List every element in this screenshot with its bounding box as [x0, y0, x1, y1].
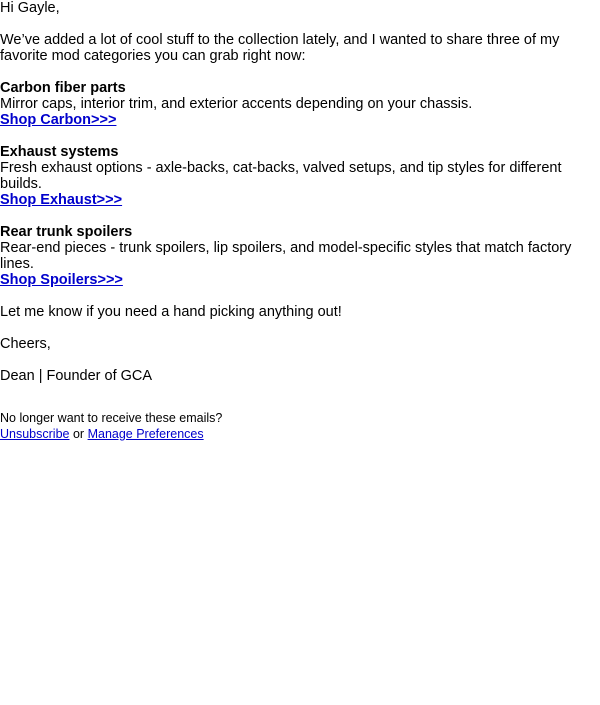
email-footer [0, 410, 222, 442]
section-carbon [0, 80, 600, 128]
unsubscribe-link[interactable]: Unsubscribe [0, 427, 70, 441]
section-description: Rear-end pieces - trunk spoilers, lip spoilers, and model-specific styles that match factory lines. [0, 240, 572, 272]
section-title: Exhaust systems [0, 144, 119, 160]
intro-paragraph: We’ve added a lot of cool stuff to the collection lately, and I wanted to share three of my favorite mod categories you can grab right now: [0, 32, 560, 64]
signoff: Cheers, [0, 336, 51, 352]
footer-links [0, 427, 204, 441]
shop-exhaust-link[interactable]: Shop Exhaust>>> [0, 192, 123, 208]
signature: Dean | Founder of GCA [0, 368, 153, 384]
section-title: Rear trunk spoilers [0, 224, 133, 240]
section-description: Mirror caps, interior trim, and exterior accents depending on your chassis. [0, 96, 473, 112]
section-exhaust [0, 144, 600, 208]
section-spoilers [0, 224, 600, 288]
manage-preferences-link[interactable]: Manage Preferences [87, 427, 204, 441]
shop-spoilers-link[interactable]: Shop Spoilers>>> [0, 272, 123, 288]
section-title: Carbon fiber parts [0, 80, 126, 96]
section-description: Fresh exhaust options - axle-backs, cat-backs, valved setups, and tip styles for different builds. [0, 160, 562, 192]
unsubscribe-prompt: No longer want to receive these emails? [0, 411, 223, 425]
greeting: Hi Gayle, [0, 0, 60, 16]
shop-carbon-link[interactable]: Shop Carbon>>> [0, 112, 117, 128]
footer-connector: or [72, 427, 85, 441]
help-line: Let me know if you need a hand picking anything out! [0, 304, 342, 320]
